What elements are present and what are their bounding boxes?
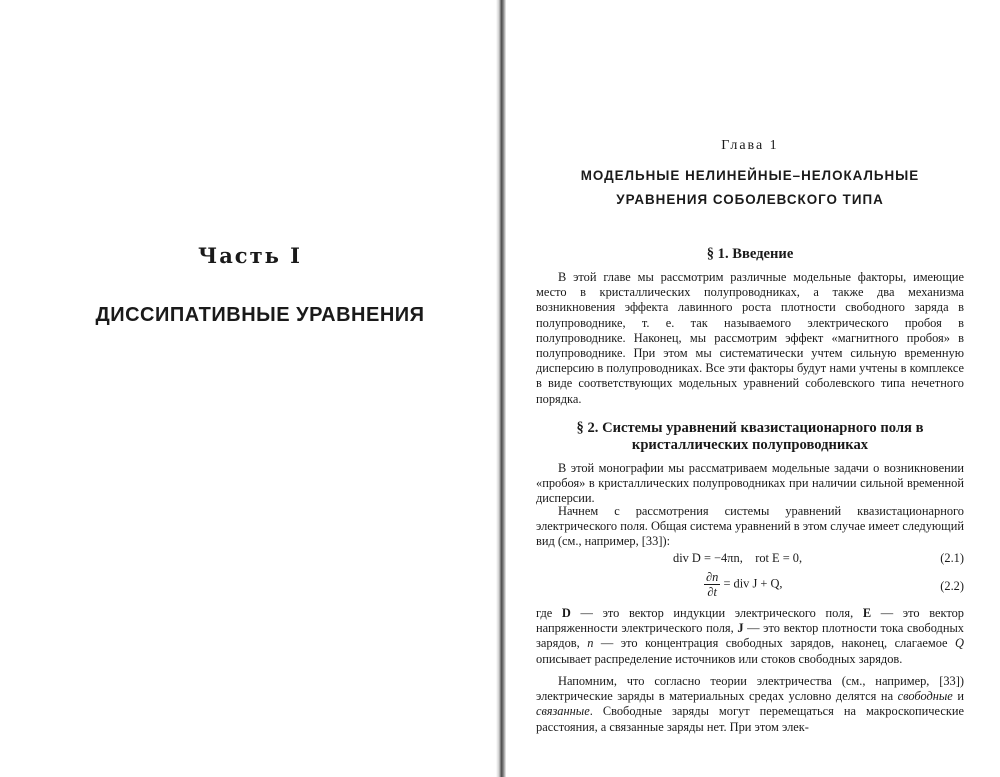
- section-2-paragraph-4: [536, 674, 964, 735]
- text-run: — это вектор плотности тока свободных зарядов,: [536, 621, 964, 651]
- symbol-n: n: [587, 636, 594, 651]
- equation-2-2: [536, 570, 964, 604]
- fraction-numerator: ∂n: [706, 570, 719, 584]
- text-run: и: [952, 689, 964, 704]
- emphasis-bound: связанные: [536, 704, 590, 719]
- book-gutter: [496, 0, 506, 777]
- vector-symbol-e: E: [862, 606, 872, 620]
- partial-derivative-fraction: [704, 570, 720, 599]
- equation-2-1: [536, 551, 964, 569]
- chapter-label: Глава 1: [721, 138, 779, 153]
- chapter-title-line-1: МОДЕЛЬНЫЕ НЕЛИНЕЙНЫЕ–НЕЛОКАЛЬНЫЕ: [580, 168, 920, 183]
- text-run: описывает распределение источников или стоков свободных зарядов.: [536, 651, 903, 666]
- section-2-title-line-1: § 2. Системы уравнений квазистационарного поля в: [576, 420, 924, 436]
- section-2-paragraph-1: В этой монографии мы рассматриваем модельные задачи о возникновении «пробоя» в кристаллических полупроводниках при наличии сильной временной дисперсии.: [536, 461, 964, 506]
- fraction-denominator: ∂t: [707, 585, 717, 599]
- equation-2-2-rhs: = div J + Q,: [723, 576, 783, 591]
- text-run: . Свободные заряды могут перемещаться на макроскопические расстояния, а связанные заряды нет. При этом элек-: [536, 704, 964, 734]
- equation-2-2-body: [704, 570, 783, 599]
- section-2-paragraph-3: [536, 606, 964, 667]
- equation-2-1-right: rot E = 0,: [755, 551, 803, 565]
- text-run: — это вектор напряженности электрического поля,: [536, 606, 964, 636]
- section-1-paragraph: В этой главе мы рассмотрим различные модельные факторы, имеющие место в кристаллических полупроводниках, а также два механизма возникновения эффекта лавинного роста плотности свободного заряда в полупроводнике, т. е. так называемого электрического пробоя в полупроводнике. Наконец, мы рассмотрим эффект «магнитного пробоя» в полупроводнике. При этом мы систематически учтем сильную временную дисперсию в полупроводниках. Все эти факторы будут нами учтены в комплексе в виде соответствующих модельных уравнений соболевского типа нечетного порядка.: [536, 270, 964, 406]
- vector-symbol-d: D: [561, 606, 571, 620]
- text-run: Напомним, что согласно теории электричества (см., например, [33]) электрические заряды в материальных средах условно делятся на: [536, 674, 964, 704]
- emphasis-free: свободные: [897, 689, 953, 704]
- part-title: ДИССИПАТИВНЫЕ УРАВНЕНИЯ: [95, 304, 425, 326]
- section-1-title: § 1. Введение: [706, 246, 794, 262]
- text-run: — это концентрация свободных зарядов, наконец, слагаемое: [593, 636, 956, 651]
- chapter-title-line-2: УРАВНЕНИЯ СОБОЛЕВСКОГО ТИПА: [616, 192, 884, 207]
- symbol-q: Q: [955, 636, 964, 651]
- section-2-title: [536, 420, 964, 454]
- text-run: — это вектор индукции электрического поля,: [570, 606, 863, 620]
- vector-symbol-j: J: [737, 621, 744, 636]
- section-2-paragraph-2: Начнем с рассмотрения системы уравнений квазистационарного электрического поля. Общая система уравнений в этом случае имеет следующий вид (см., например, [33]):: [536, 504, 964, 549]
- right-page: [506, 0, 1000, 777]
- chapter-title: [524, 164, 976, 212]
- equation-2-1-left: div D = −4πn,: [673, 551, 743, 565]
- equation-2-1-body: [673, 551, 802, 566]
- text-run: где: [536, 606, 562, 620]
- equation-2-2-number: (2.2): [940, 579, 964, 593]
- part-label: Часть I: [198, 243, 302, 268]
- section-2-title-line-2: кристаллических полупроводниках: [631, 437, 869, 453]
- equation-2-1-number: (2.1): [940, 551, 964, 565]
